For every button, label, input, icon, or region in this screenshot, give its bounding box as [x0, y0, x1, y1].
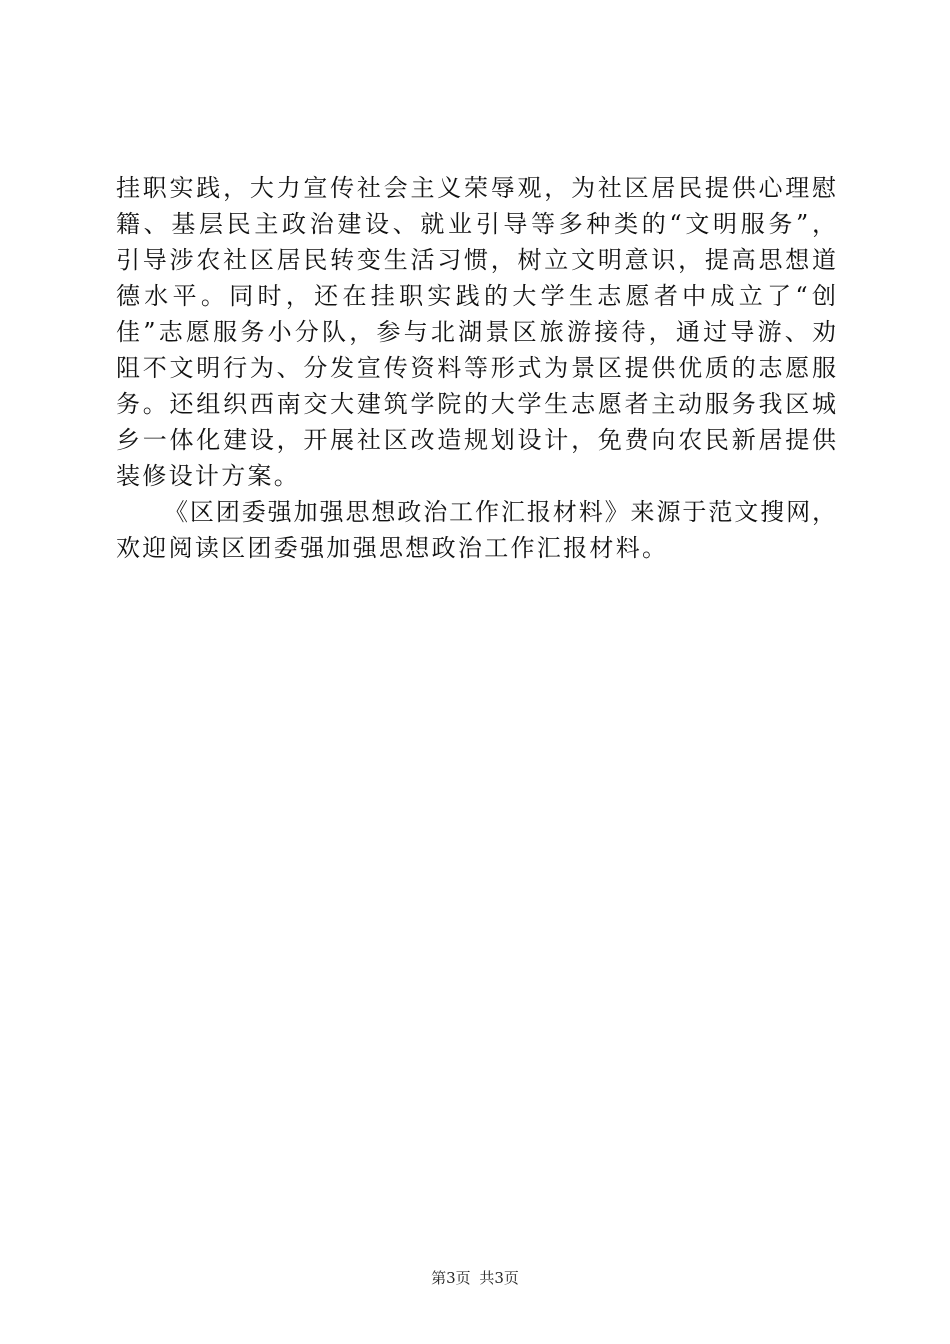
source-note-line: 欢迎阅读区团委强加强思想政治工作汇报材料。: [116, 534, 669, 562]
text-line: 佳”志愿服务小分队，参与北湖景区旅游接待，通过导游、劝: [116, 318, 836, 346]
page-footer: [0, 1268, 950, 1288]
text-line: 挂职实践，大力宣传社会主义荣辱观，为社区居民提供心理慰: [116, 174, 836, 202]
text-line: 阻不文明行为、分发宣传资料等形式为景区提供优质的志愿服: [116, 354, 836, 382]
text-line: 籍、基层民主政治建设、就业引导等多种类的“文明服务”，: [116, 210, 836, 238]
text-line: 装修设计方案。: [116, 462, 301, 490]
page-number: 第3页: [431, 1269, 471, 1287]
source-note-line: 《区团委强加强思想政治工作汇报材料》来源于范文搜网，: [164, 498, 836, 526]
text-line: 引导涉农社区居民转变生活习惯，树立文明意识，提高思想道: [116, 246, 836, 274]
text-line: 务。还组织西南交大建筑学院的大学生志愿者主动服务我区城: [116, 390, 836, 418]
page-total: 共3页: [479, 1269, 519, 1287]
document-body: [116, 170, 836, 566]
text-line: 乡一体化建设，开展社区改造规划设计，免费向农民新居提供: [116, 426, 836, 454]
text-line: 德水平。同时，还在挂职实践的大学生志愿者中成立了“创: [116, 282, 836, 310]
